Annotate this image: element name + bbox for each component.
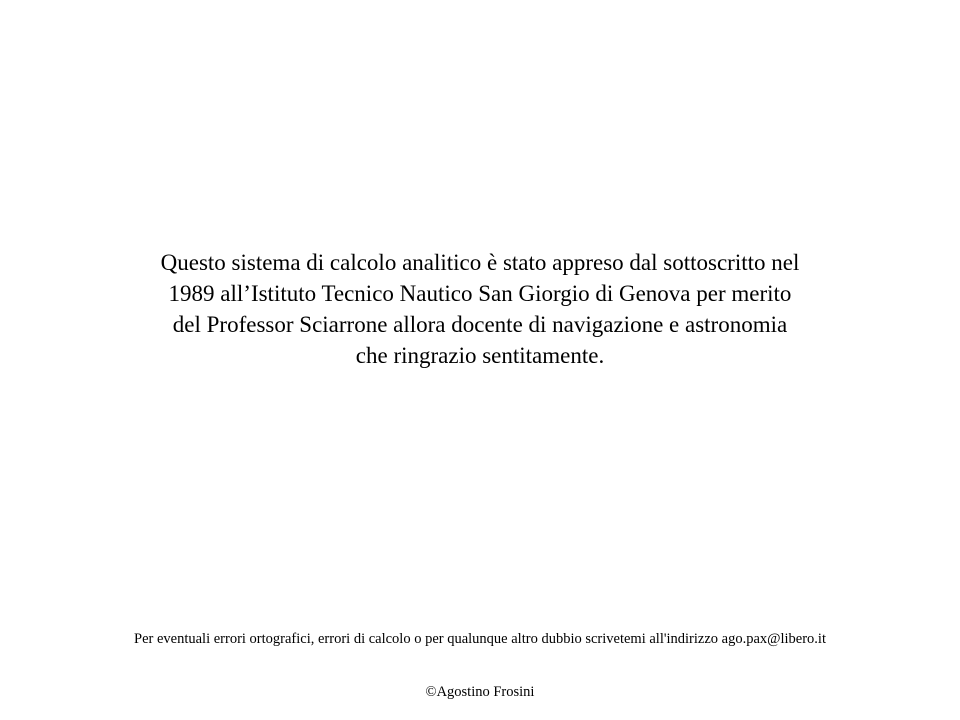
acknowledgement-line-4: che ringrazio sentitamente.	[355, 343, 605, 368]
copyright-notice: ©Agostino Frosini	[425, 684, 535, 700]
acknowledgement-text	[110, 247, 850, 371]
acknowledgement-line-1: Questo sistema di calcolo analitico è stato appreso dal sottoscritto nel	[160, 250, 800, 275]
contact-note: Per eventuali errori ortografici, errori di calcolo o per qualunque altro dubbio scrivetemi all'indirizzo ago.pax@libero.it	[134, 631, 826, 647]
acknowledgement-line-3: del Professor Sciarrone allora docente di navigazione e astronomia	[172, 312, 788, 337]
acknowledgement-line-2: 1989 all’Istituto Tecnico Nautico San Giorgio di Genova per merito	[168, 281, 792, 306]
